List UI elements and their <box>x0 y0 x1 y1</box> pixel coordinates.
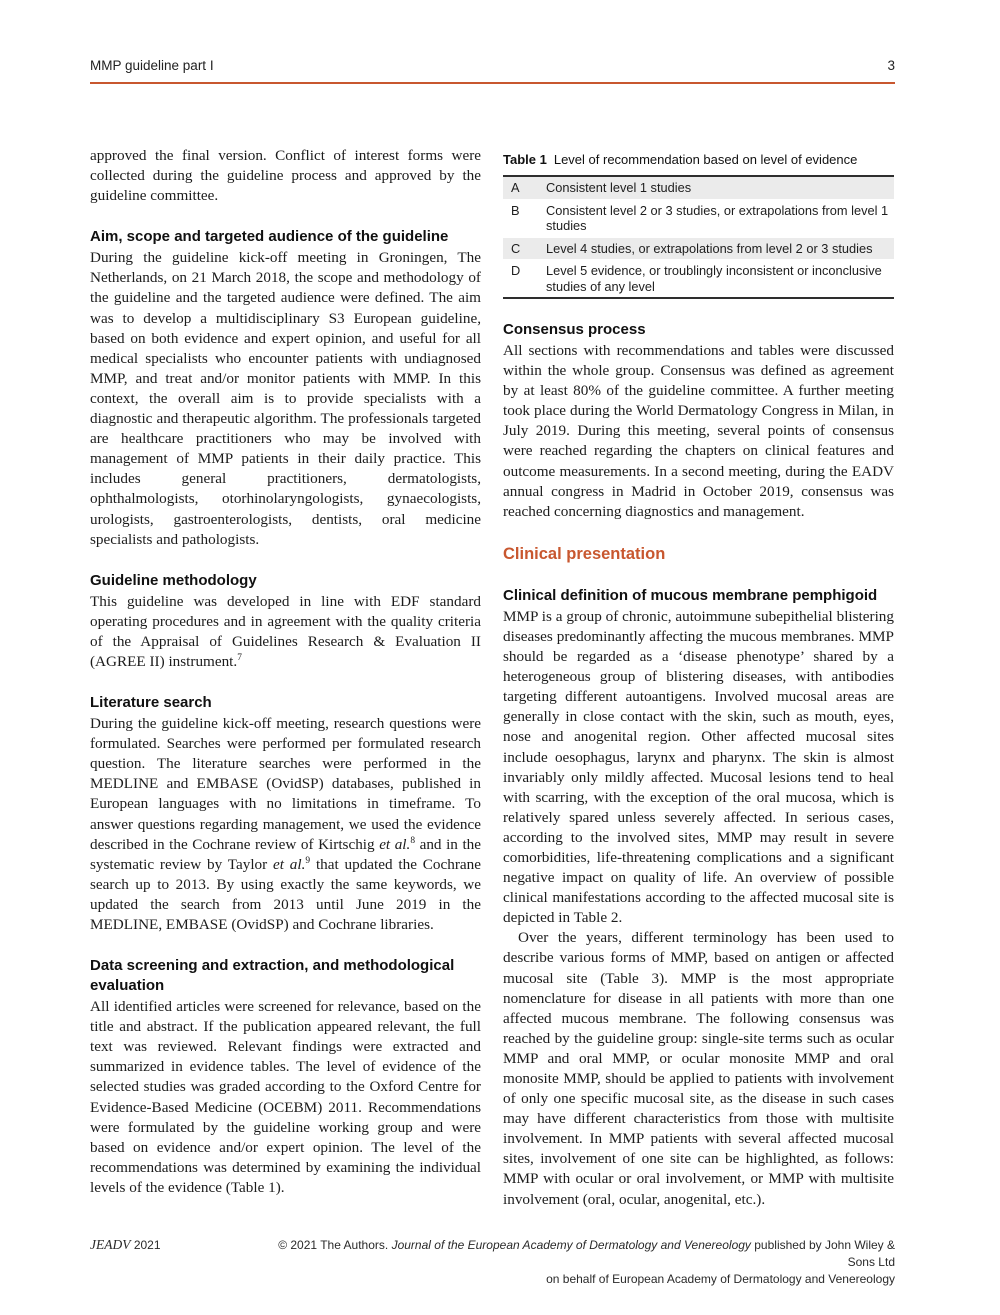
left-column <box>90 146 481 1210</box>
table-row <box>503 199 894 237</box>
two-column-content <box>90 146 895 1210</box>
paragraph-definition-2: Over the years, different terminology has been used to describe various forms of MMP, based on antigen or affected mucosal site (Table 3). MMP is the most appropriate nomenclature for disease in all patients with more than one affected mucous membrane. The following consensus was reached by the guideline group: single-site terms such as ocular MMP and oral MMP, or ocular monosite MMP and oral monosite MMP, should be applied to patients with involvement of only one specific mucosal site, as the disease in such cases may have different characteristics from those with multisite involvement. In MMP patients with several affected mucosal sites, involvement of one site can be highlighted, as follows: MMP with ocular or oral involvement, or MMP with multisite involvement (oral, ocular, anogenital, etc.). <box>503 929 894 1208</box>
grade-cell: D <box>511 263 521 278</box>
paragraph-consensus: All sections with recommendations and tables were discussed within the whole group. Consensus was defined as agreement by at least 80% of the guideline committee. A further meeting took place during the World Dermatology Congress in Milan, in July 2019. During this meeting, several points of consensus were reached regarding the chapters on clinical features and outcome measurements. In a second meeting, during the EADV annual congress in Madrid in October 2019, consensus was reached concerning diagnostics and management. <box>503 342 894 520</box>
running-head <box>90 58 895 84</box>
description-cell: Level 4 studies, or extrapolations from level 2 or 3 studies <box>546 240 873 256</box>
grade-cell: C <box>511 240 521 256</box>
paragraph-screening: All identified articles were screened for relevance, based on the title and abstract. If the publication appeared relevant, the full text was reviewed. Relevant findings were extracted and summarized in evidence tables. The level of evidence of the selected studies was graded according to the Oxford Centre for Evidence-Based Medicine (OCEBM) 2011. Recommendations were formulated by the guideline working group and were based on evidence and/or expert opinion. The level of the recommendations was determined by examining the individual levels of the evidence (Table 1). <box>90 998 481 1196</box>
chapter-heading-clinical-presentation: Clinical presentation <box>503 544 666 563</box>
description-cell: Level 5 evidence, or troublingly inconsistent or inconclusive studies of any level <box>546 263 882 294</box>
footer-journal <box>90 1237 161 1253</box>
footer-copyright <box>255 1237 895 1288</box>
section-heading-literature: Literature search <box>90 694 212 712</box>
footer-journal-abbrev: JEADV <box>90 1237 131 1252</box>
section-heading-definition: Clinical definition of mucous membrane pemphigoid <box>503 586 878 604</box>
section-heading-consensus: Consensus process <box>503 321 646 338</box>
table1-caption <box>503 151 894 168</box>
paragraph-definition-1: MMP is a group of chronic, autoimmune subepithelial blistering diseases predominantly affecting the mucous membranes. MMP should be regarded as a ‘disease phenotype’ shared by a heterogeneous group of blistering diseases, with antibodies targeting different autoantigens. Involved mucosal areas are generally in close contact with the skin, such as mouth, eyes, nose and anogenital region. Other affected mucosal sites include oesophagus, larynx and pharynx. The skin is almost invariably only mildly affected. Mucosal lesions tend to heal with scarring, with the exception of the oral mucosa, which is relatively spared unless severely affected. In serious cases, according to the involved sites, MMP may result in severe comorbidities, life-threatening complications and a significant negative impact on quality of life. An overview of possible clinical manifestations according to the affected mucosal site is depicted in Table 2. <box>503 607 894 927</box>
right-column <box>503 146 894 1210</box>
paragraph-literature: During the guideline kick-off meeting, research questions were formulated. Searches were performed per formulated research question. The literature searches were performed in the MEDLINE and EMBASE (OvidSP) databases, published in European languages with no limitations in timeframe. To answer questions regarding management, we used the evidence described in the Cochrane review of Kirtschig et al.$^8$ and in the systematic review by Taylor et al.$^9$ that updated the Cochrane search up to 2013. By using exactly the same keywords, we updated the search from 2013 until June 2019 in the MEDLINE, EMBASE (OvidSP) and Cochrane libraries. <box>90 715 482 933</box>
table-row <box>503 237 894 260</box>
section-heading-aim: Aim, scope and targeted audience of the guideline <box>90 228 449 246</box>
table1 <box>503 175 894 299</box>
grade-cell: B <box>511 202 520 218</box>
paragraph-aim: During the guideline kick-off meeting in Groningen, The Netherlands, on 21 March 2018, the scope and methodology of the guideline and the targeted audience were defined. The aim was to develop a multidisciplinary S3 European guideline, based on both evidence and expert opinion, and useful for all medical specialists who encounter patients with undiagnosed MMP, and treat and/or monitor patients with MMP. In this context, the overall aim is to provide specialists with a diagnostic and therapeutic algorithm. The professionals targeted are healthcare practitioners who may be involved with management of MMP patients in their daily practice. This includes general practitioners, dermatologists, ophthalmologists, otorhinolaryngologists, gynaecologists, urologists, gastroenterologists, dentists, oral medicine specialists and pathologists. <box>90 249 481 548</box>
table1-caption-text: Level of recommendation based on level of evidence <box>553 152 858 167</box>
description-cell: Consistent level 1 studies <box>546 180 692 195</box>
footer-year: 2021 <box>133 1238 161 1252</box>
table1-label: Table 1 <box>503 152 547 167</box>
page-footer <box>90 1237 895 1288</box>
table-row <box>503 260 894 299</box>
paragraph-methodology: This guideline was developed in line with EDF standard operating procedures and in agreement with the quality criteria of the Appraisal of Guidelines Research & Evaluation II (AGREE II) instrument.$^7$ <box>90 592 481 670</box>
page-number: 3 <box>887 58 895 73</box>
section-heading-screening: Data screening and extraction, and methodological evaluation <box>90 957 455 995</box>
section-heading-methodology: Guideline methodology <box>90 571 257 589</box>
table1-block <box>503 151 894 299</box>
footer-copyright-line1: © 2021 The Authors. Journal of the European Academy of Dermatology and Venereology published by John Wiley & Sons Ltd <box>278 1238 895 1269</box>
description-cell: Consistent level 2 or 3 studies, or extrapolations from level 1 studies <box>546 202 889 233</box>
table-row <box>503 176 894 199</box>
paragraph-intro: approved the final version. Conflict of interest forms were collected during the guideline process and approved by the guideline committee. <box>90 147 481 205</box>
grade-cell: A <box>511 180 520 195</box>
running-title: MMP guideline part I <box>90 58 214 73</box>
footer-copyright-line2: on behalf of European Academy of Dermatology and Venereology <box>546 1272 895 1286</box>
header-rule <box>90 82 895 84</box>
